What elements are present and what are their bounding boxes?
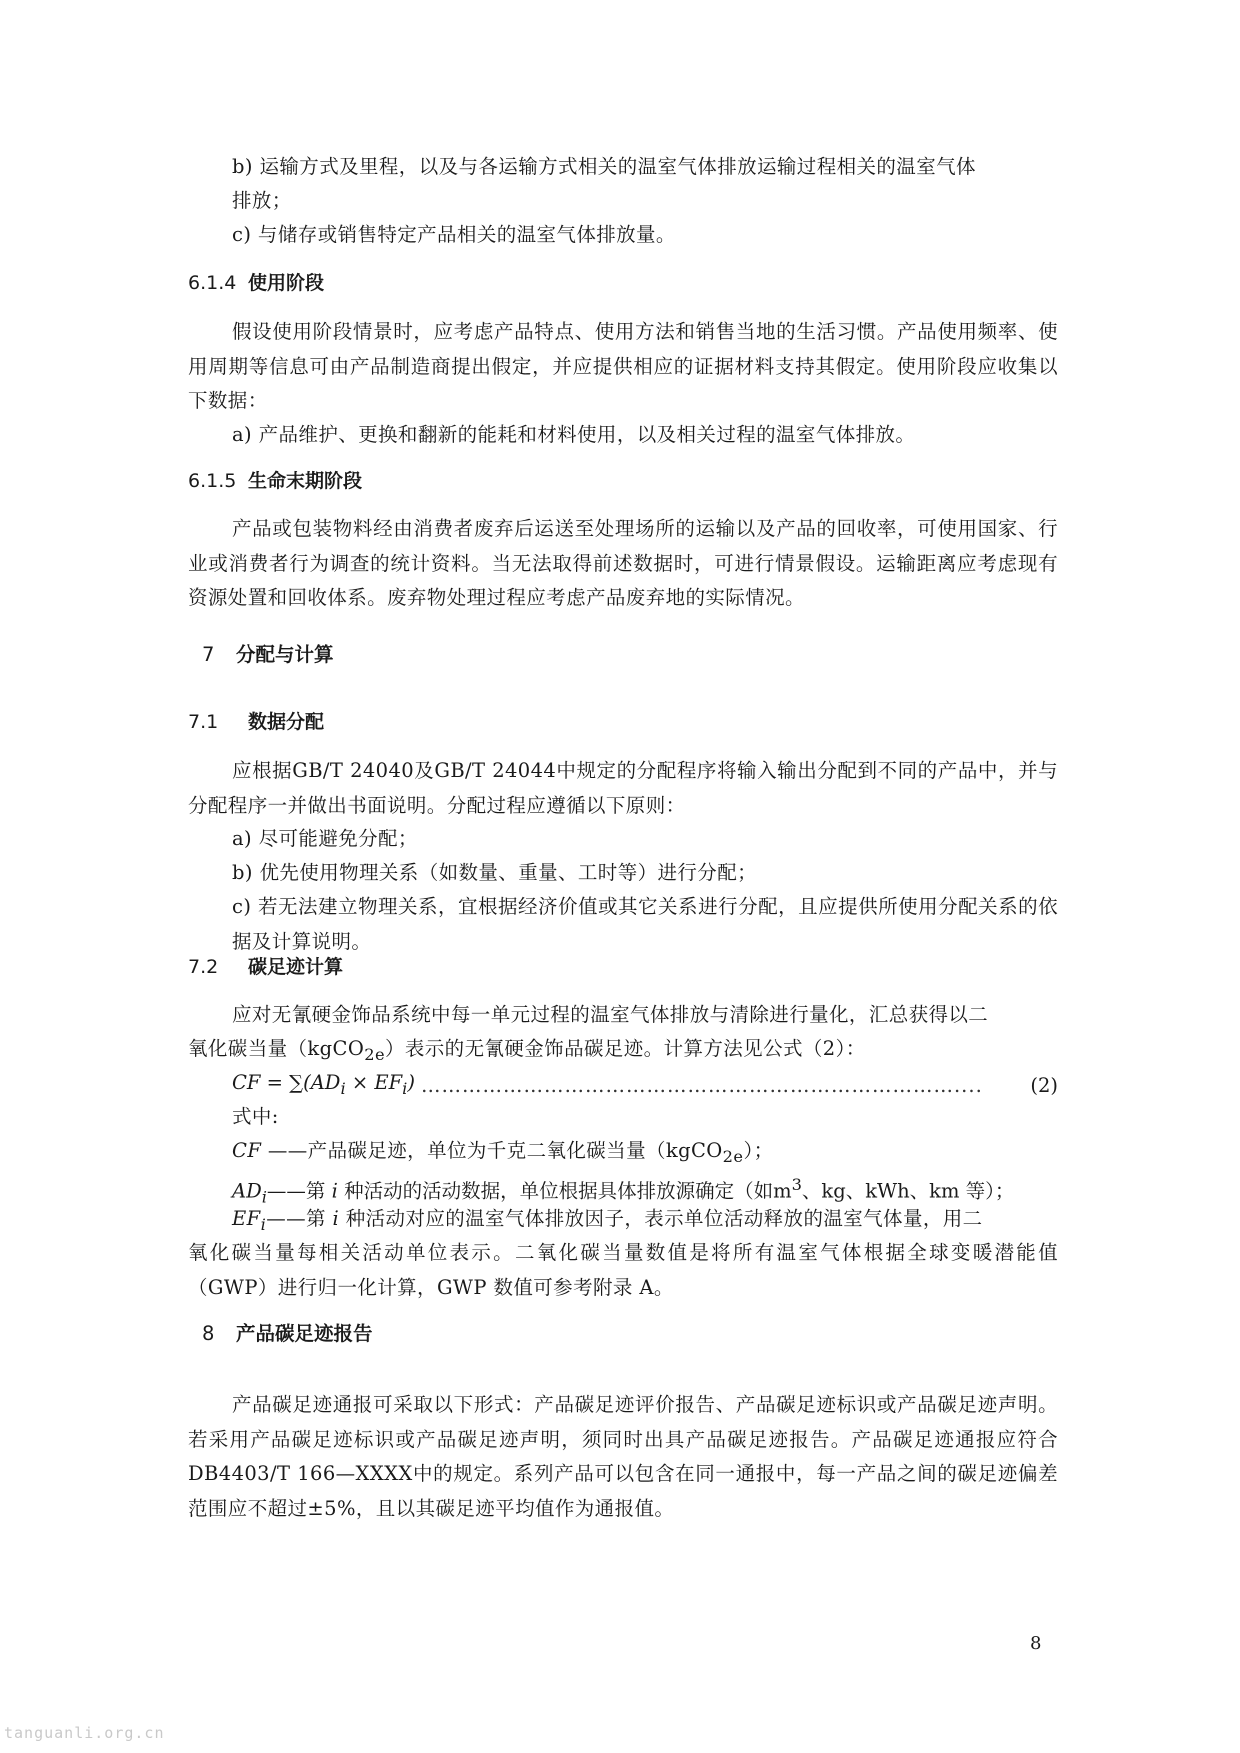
where-label: 式中:: [232, 1105, 279, 1128]
symbol: CF: [232, 1139, 262, 1162]
heading-7-1: [188, 707, 324, 737]
text-run: 种活动对应的温室气体排放因子，表示单位活动释放的温室气体量，用二: [339, 1207, 983, 1230]
item-b-line1: b) 运输方式及里程，以及与各运输方式相关的温室气体排放运输过程相关的温室气体: [232, 155, 976, 178]
heading-title: 产品碳足迹报告: [236, 1322, 373, 1345]
para-allocation: 应根据GB/T 24040及GB/T 24044中规定的分配程序将输入输出分配到不同的产品中，并与分配程序一并做出书面说明。分配过程应遵循以下原则：: [188, 759, 1058, 817]
heading-6-1-5: [188, 466, 362, 496]
heading-number: 6.1.4: [188, 272, 237, 294]
def-ef-cont: 氧化碳当量每相关活动单位表示。二氧化碳当量数值是将所有温室气体根据全球变暖潜能值（GWP）进行归一化计算，GWP 数值可参考附录 A。: [188, 1241, 1058, 1299]
subscript: i: [402, 1078, 408, 1098]
item-b-cont: 排放；: [232, 189, 292, 212]
formula-part: × EF: [345, 1071, 403, 1094]
heading-6-1-4: [188, 268, 324, 298]
text-run: 种活动的活动数据，单位根据具体排放源确定（如m: [337, 1179, 792, 1203]
subscript: 2e: [722, 1146, 744, 1166]
text-run: ——第: [266, 1207, 333, 1230]
page-number: 8: [1030, 1633, 1042, 1654]
heading-title: 分配与计算: [236, 643, 334, 666]
item-b-physical: b) 优先使用物理关系（如数量、重量、工时等）进行分配；: [232, 861, 757, 884]
heading-number: 7.1: [188, 711, 219, 733]
subscript: i: [340, 1078, 346, 1098]
equation-number: (2): [1030, 1073, 1058, 1097]
symbol: EF: [232, 1207, 261, 1230]
heading-7: [202, 640, 334, 670]
text-run: 氧化碳当量（kgCO: [188, 1037, 365, 1060]
subscript: 2e: [364, 1044, 385, 1064]
heading-number: 8: [202, 1322, 215, 1345]
para-end-of-life: 产品或包装物料经由消费者废弃后运送至处理场所的运输以及产品的回收率，可使用国家、行业或消费者行为调查的统计资料。当无法取得前述数据时，可进行情景假设。运输距离应考虑现有资源处置和回收体系。废弃物处理过程应考虑产品废弃地的实际情况。: [188, 517, 1058, 609]
text-run: ）；: [743, 1139, 774, 1162]
item-c-economic: c) 若无法建立物理关系，宜根据经济价值或其它关系进行分配，且应提供所使用分配关系的依据及计算说明。: [232, 895, 1058, 953]
heading-number: 7: [202, 643, 215, 666]
subscript: i: [261, 1187, 267, 1207]
heading-title: 碳足迹计算: [248, 956, 344, 978]
text-run: 、kg、kWh、km 等）；: [801, 1179, 1015, 1203]
formula-part: CF = ∑(AD: [232, 1071, 341, 1094]
subscript: i: [260, 1214, 267, 1234]
leader-dots: ……………………………………………………………………....: [420, 1073, 983, 1097]
text-run: ——产品碳足迹，单位为千克二氧化碳当量（kgCO: [261, 1139, 723, 1162]
item-a-avoid: a) 尽可能避免分配；: [232, 827, 418, 850]
superscript: 3: [791, 1175, 802, 1194]
heading-title: 生命末期阶段: [248, 470, 363, 492]
item-b-transport: [232, 150, 1058, 185]
heading-title: 数据分配: [248, 711, 325, 733]
heading-number: 6.1.5: [188, 470, 237, 492]
item-a-maintenance: a) 产品维护、更换和翻新的能耗和材料使用，以及相关过程的温室气体排放。: [232, 423, 916, 446]
para-use-stage: 假设使用阶段情景时，应考虑产品特点、使用方法和销售当地的生活习惯。产品使用频率、使用周期等信息可由产品制造商提出假定，并应提供相应的证据材料支持其假定。使用阶段应收集以下数据：: [188, 320, 1058, 412]
item-c-storage: c) 与储存或销售特定产品相关的温室气体排放量。: [232, 223, 676, 246]
formula-part: ): [407, 1071, 415, 1094]
heading-7-2: [188, 952, 343, 982]
heading-8: [202, 1319, 373, 1349]
symbol: i: [332, 1207, 340, 1230]
text-run: ）表示的无氰硬金饰品碳足迹。计算方法见公式（2）：: [384, 1037, 866, 1060]
symbol: AD: [232, 1179, 262, 1203]
symbol: i: [331, 1179, 338, 1203]
watermark: tanguanli.org.cn: [4, 1724, 165, 1742]
para-calc-line1: 应对无氰硬金饰品系统中每一单元过程的温室气体排放与清除进行量化，汇总获得以二: [232, 1003, 989, 1026]
text-run: ——第: [266, 1179, 332, 1203]
heading-number: 7.2: [188, 956, 219, 978]
para-report: 产品碳足迹通报可采取以下形式：产品碳足迹评价报告、产品碳足迹标识或产品碳足迹声明。若采用产品碳足迹标识或产品碳足迹声明，须同时出具产品碳足迹报告。产品碳足迹通报应符合DB4403/T 166—XXXX中的规定。系列产品可以包含在同一通报中，每一产品之间的碳足迹偏差范围应不超过±5%，且以其碳足迹平均值作为通报值。: [188, 1393, 1058, 1520]
heading-title: 使用阶段: [248, 272, 325, 294]
